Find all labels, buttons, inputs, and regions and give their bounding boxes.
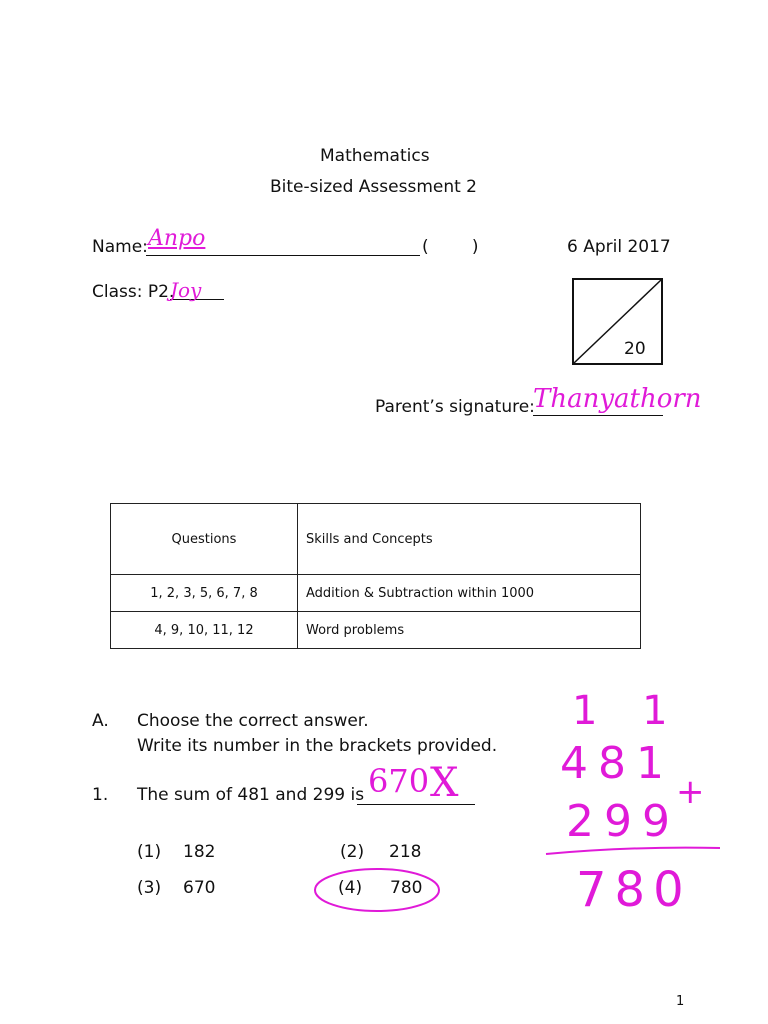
table-header-questions: Questions xyxy=(111,504,298,575)
selected-option-circle xyxy=(312,864,442,914)
working-sum-line xyxy=(544,842,722,858)
name-label: Name: xyxy=(92,237,148,257)
table-cell-skill: Addition & Subtraction within 1000 xyxy=(298,575,641,612)
option-value-4: 780 xyxy=(390,878,423,898)
score-total: 20 xyxy=(624,339,646,359)
index-brackets: ( ) xyxy=(422,237,479,257)
name-handwritten: Anpo xyxy=(148,226,206,251)
option-value-2: 218 xyxy=(389,842,422,862)
table-row xyxy=(111,575,641,612)
section-letter: A. xyxy=(92,711,109,731)
option-label-4: (4) xyxy=(338,878,363,898)
parent-signature-handwritten: Thanyathorn xyxy=(533,384,702,414)
section-instruction-1: Choose the correct answer. xyxy=(137,711,369,731)
table-cell-questions: 1, 2, 3, 5, 6, 7, 8 xyxy=(111,575,298,612)
option-label-2: (2) xyxy=(340,842,365,862)
score-box xyxy=(572,278,664,366)
working-operator: + xyxy=(676,772,705,812)
skills-table xyxy=(110,503,641,649)
section-instruction-2: Write its number in the brackets provided. xyxy=(137,736,498,756)
table-cell-skill: Word problems xyxy=(298,612,641,649)
parent-signature-label: Parent’s signature: xyxy=(375,397,535,417)
parent-signature-line[interactable] xyxy=(533,415,663,416)
class-label: Class: P2. xyxy=(92,282,175,302)
answer-handwritten: 670 xyxy=(368,762,430,800)
table-header-row xyxy=(111,504,641,575)
option-value-3: 670 xyxy=(183,878,216,898)
page-title: Mathematics xyxy=(320,146,430,166)
question-text: The sum of 481 and 299 is xyxy=(137,785,365,805)
option-label-1: (1) xyxy=(137,842,162,862)
question-number: 1. xyxy=(92,785,109,805)
table-header-skills: Skills and Concepts xyxy=(298,504,641,575)
class-handwritten: Joy xyxy=(170,278,202,302)
name-field-line[interactable] xyxy=(146,255,420,256)
working-carry: 1 1 xyxy=(572,688,684,734)
option-value-1: 182 xyxy=(183,842,216,862)
table-cell-questions: 4, 9, 10, 11, 12 xyxy=(111,612,298,649)
option-label-3: (3) xyxy=(137,878,162,898)
assessment-date: 6 April 2017 xyxy=(567,237,671,257)
table-row xyxy=(111,612,641,649)
wrong-cross-mark: X xyxy=(430,760,459,806)
working-bottom-number: 299 xyxy=(566,796,680,847)
working-result: 780 xyxy=(576,862,692,918)
page-number: 1 xyxy=(676,994,685,1009)
page-subtitle: Bite-sized Assessment 2 xyxy=(270,177,477,197)
working-top-number: 481 xyxy=(560,738,674,789)
